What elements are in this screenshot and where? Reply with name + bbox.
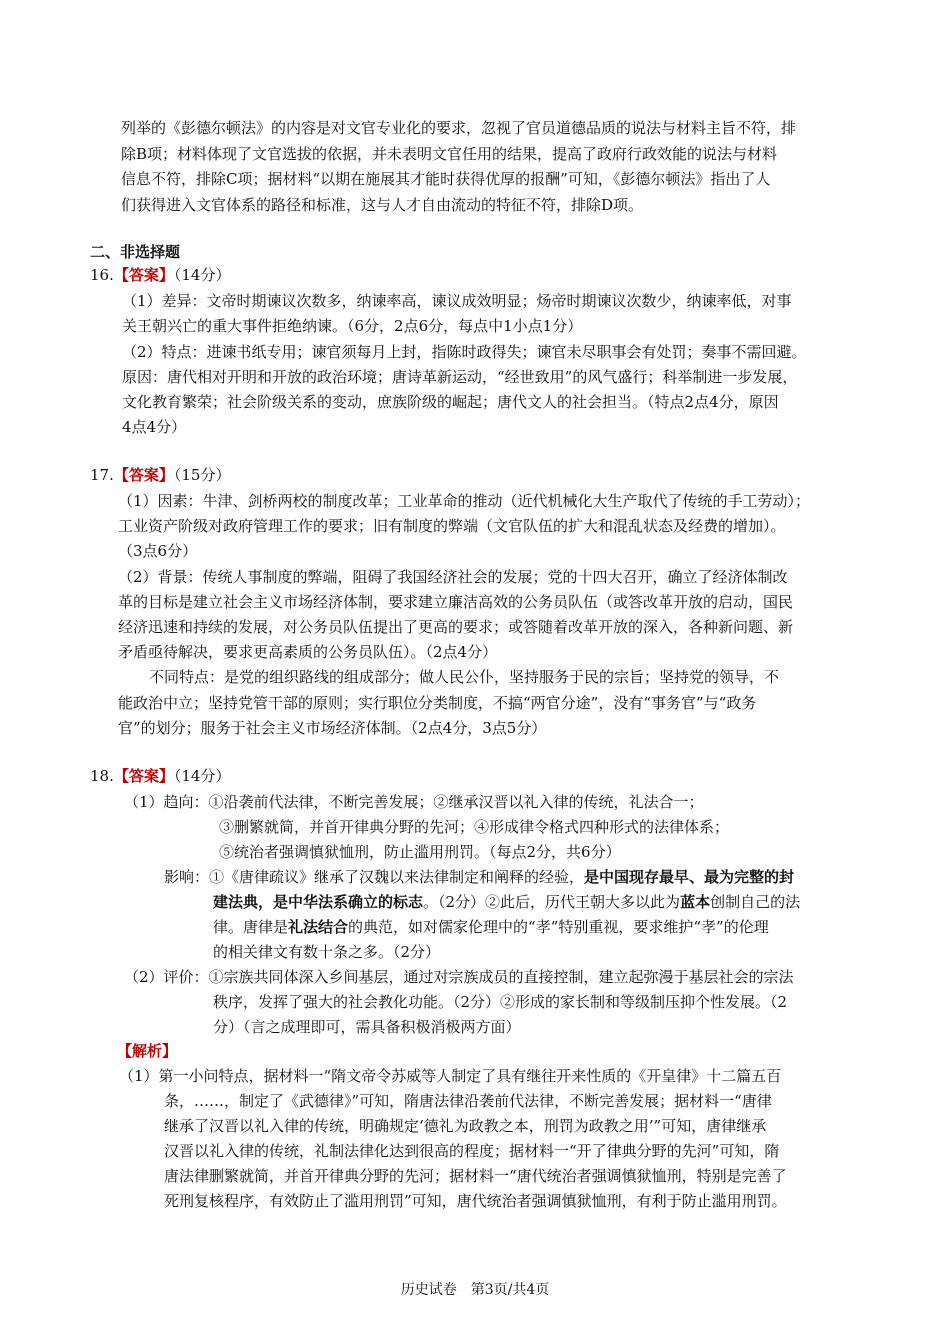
q16-header bbox=[90, 265, 230, 285]
q16-line-1: （1）差异：文帝时期谏议次数多，纳谏率高，谏议成效明显；炀帝时期谏议次数少，纳谏率低，对事 bbox=[122, 292, 792, 310]
q18-line-6-tail: 的典范，如对儒家伦理中的“孝”特别重视，要求维护“孝”的伦理 bbox=[348, 918, 769, 936]
q16-line-5: 文化教育繁荣；社会阶级关系的变动，庶族阶级的崛起；唐代文人的社会担当。（特点2点4分，原因 bbox=[122, 393, 779, 411]
q16-line-3: （2）特点：进谏书纸专用；谏官须每月上封，指陈时政得失；谏官未尽职事会有处罚；奏事不需回避。 bbox=[122, 343, 807, 361]
q17-line-1: （1）因素：牛津、剑桥两校的制度改革；工业革命的推动（近代机械化大生产取代了传统的手工劳动）； bbox=[118, 492, 811, 510]
q18-answer-tag: 【答案】 bbox=[113, 767, 174, 785]
q16-answer-tag: 【答案】 bbox=[113, 266, 174, 284]
q17-line-8: 不同特点：是党的组织路线的组成部分；做人民公仆，坚持服务于民的宗旨；坚持党的领导，不 bbox=[149, 668, 780, 686]
q18-number: 18. bbox=[90, 767, 114, 785]
q17-line-3: （3点6分） bbox=[118, 542, 198, 560]
q17-line-9: 能政治中立；坚持党管干部的原则；实行职位分类制度，不搞“两官分途”，没有“事务官”与“政务 bbox=[118, 694, 757, 712]
q18-score: （14分） bbox=[173, 767, 231, 785]
q18-analysis-line-6: 死刑复核程序，有效防止了滥用刑罚”可知，唐代统治者强调慎狱恤刑，有利于防止滥用刑罚。 bbox=[164, 1192, 787, 1210]
q18-line-5 bbox=[213, 892, 800, 912]
intro-line-1: 列举的《彭德尔顿法》的内容是对文官专业化的要求，忽视了官员道德品质的说法与材料主旨不符，排 bbox=[121, 119, 797, 137]
q18-analysis-line-3: 继承了汉晋以礼入律的传统，明确规定‘德礼为政教之本，刑罚为政教之用’”可知，唐律继承 bbox=[164, 1117, 767, 1135]
q17-line-5: 革的目标是建立社会主义市场经济体制，要求建立廉洁高效的公务员队伍（或答改革开放的启动，国民 bbox=[118, 593, 794, 611]
q17-line-7: 矛盾亟待解决，要求更高素质的公务员队伍）。（2点4分） bbox=[118, 643, 498, 661]
q17-line-2: 工业资产阶级对政府管理工作的要求；旧有制度的弊端（文官队伍的扩大和混乱状态及经费的增加）。 bbox=[118, 517, 786, 535]
q16-number: 16. bbox=[90, 266, 114, 284]
q18-line-5-text: 。（2分）②此后，历代王朝大多以此为 bbox=[423, 893, 681, 911]
q18-influence-text: 影响：①《唐律疏议》继承了汉魏以来法律制定和阐释的经验， bbox=[164, 868, 585, 886]
q18-line-8: （2）评价：①宗族共同体深入乡间基层，通过对宗族成员的直接控制，建立起弥漫于基层社会的宗法 bbox=[124, 968, 794, 986]
page-footer: 历史试卷 第3页/共4页 bbox=[400, 1282, 550, 1298]
q18-line-2: ③删繁就简，并首开律典分野的先河；④形成律令格式四种形式的法律体系； bbox=[219, 818, 730, 836]
q18-analysis-tag: 【解析】 bbox=[117, 1042, 178, 1060]
q18-line-6 bbox=[213, 917, 769, 937]
intro-line-4: 们获得进入文官体系的路径和标准，这与人才自由流动的特征不符，排除D项。 bbox=[121, 196, 644, 214]
q17-answer-tag: 【答案】 bbox=[113, 466, 174, 484]
q17-line-10: 官”的划分；服务于社会主义市场经济体制。（2点4分，3点5分） bbox=[118, 719, 547, 737]
q16-line-6: 4点4分） bbox=[122, 418, 187, 436]
q18-line-3: ⑤统治者强调慎狱恤刑，防止滥用刑罚。（每点2分，共6分） bbox=[219, 843, 621, 861]
q17-score: （15分） bbox=[173, 466, 231, 484]
q18-influence-bold: 是中国现存最早、最为完整的封 bbox=[584, 868, 795, 886]
q18-line-5-tail: 创制自己的法 bbox=[710, 893, 801, 911]
q16-line-2: 关王朝兴亡的重大事件拒绝纳谏。（6分，2点6分，每点中1小点1分） bbox=[122, 317, 583, 335]
q18-line-9: 秩序，发挥了强大的社会教化功能。（2分）②形成的家长制和等级制压抑个性发展。（2 bbox=[213, 993, 788, 1011]
q18-line-7: 的相关律文有数十条之多。（2分） bbox=[213, 943, 441, 961]
q18-analysis-line-5: 唐法律删繁就简，并首开律典分野的先河；据材料一“唐代统治者强调慎狱恤刑，特别是完善了 bbox=[164, 1167, 787, 1185]
q18-header bbox=[90, 766, 230, 786]
q17-number: 17. bbox=[90, 466, 114, 484]
q18-bold-blueprint: 蓝本 bbox=[680, 893, 711, 911]
q16-line-4: 原因：唐代相对开明和开放的政治环境；唐诗革新运动，“经世致用”的风气盛行；科举制进一步发展， bbox=[122, 368, 798, 386]
q18-analysis-line-4: 汉晋以礼入律的传统，礼制法律化达到很高的程度；据材料一“开了律典分野的先河”可知，隋 bbox=[164, 1142, 780, 1160]
q17-line-6: 经济迅速和持续的发展，对公务员队伍提出了更高的要求；或答随着改革开放的深入，各种新问题、新 bbox=[118, 618, 794, 636]
q18-line-1: （1）趋向：①沿袭前代法律，不断完善发展；②继承汉晋以礼入律的传统，礼法合一； bbox=[124, 793, 704, 811]
section-title: 二、非选择题 bbox=[90, 243, 181, 261]
intro-line-2: 除B项；材料体现了文官选拔的依据，并未表明文官任用的结果，提高了政府行政效能的说法与材料 bbox=[121, 145, 778, 163]
q18-bold-lifa: 礼法结合 bbox=[288, 918, 349, 936]
q16-score: （14分） bbox=[173, 266, 231, 284]
q18-bold-phrase: 建法典，是中华法系确立的标志 bbox=[213, 893, 424, 911]
q18-line-10: 分）（言之成理即可，需具备积极消极两方面） bbox=[213, 1018, 521, 1036]
q17-line-4: （2）背景：传统人事制度的弊端，阻碍了我国经济社会的发展；党的十四大召开，确立了经济体制改 bbox=[118, 568, 788, 586]
q18-analysis-line-2: 条，……，制定了《武德律》”可知，隋唐法律沿袭前代法律，不断完善发展；据材料一“唐律 bbox=[164, 1092, 772, 1110]
q18-line-4 bbox=[164, 867, 794, 887]
q18-analysis-line-1: （1）第一小问特点，据材料一“隋文帝令苏威等人制定了具有继往开来性质的《开皇律》十二篇五百 bbox=[119, 1067, 782, 1085]
q17-header bbox=[90, 465, 230, 485]
intro-line-3: 信息不符，排除C项；据材料“以期在施展其才能时获得优厚的报酬”可知，《彭德尔顿法》指出了人 bbox=[121, 170, 771, 188]
q18-line-6-head: 律。唐律是 bbox=[213, 918, 289, 936]
